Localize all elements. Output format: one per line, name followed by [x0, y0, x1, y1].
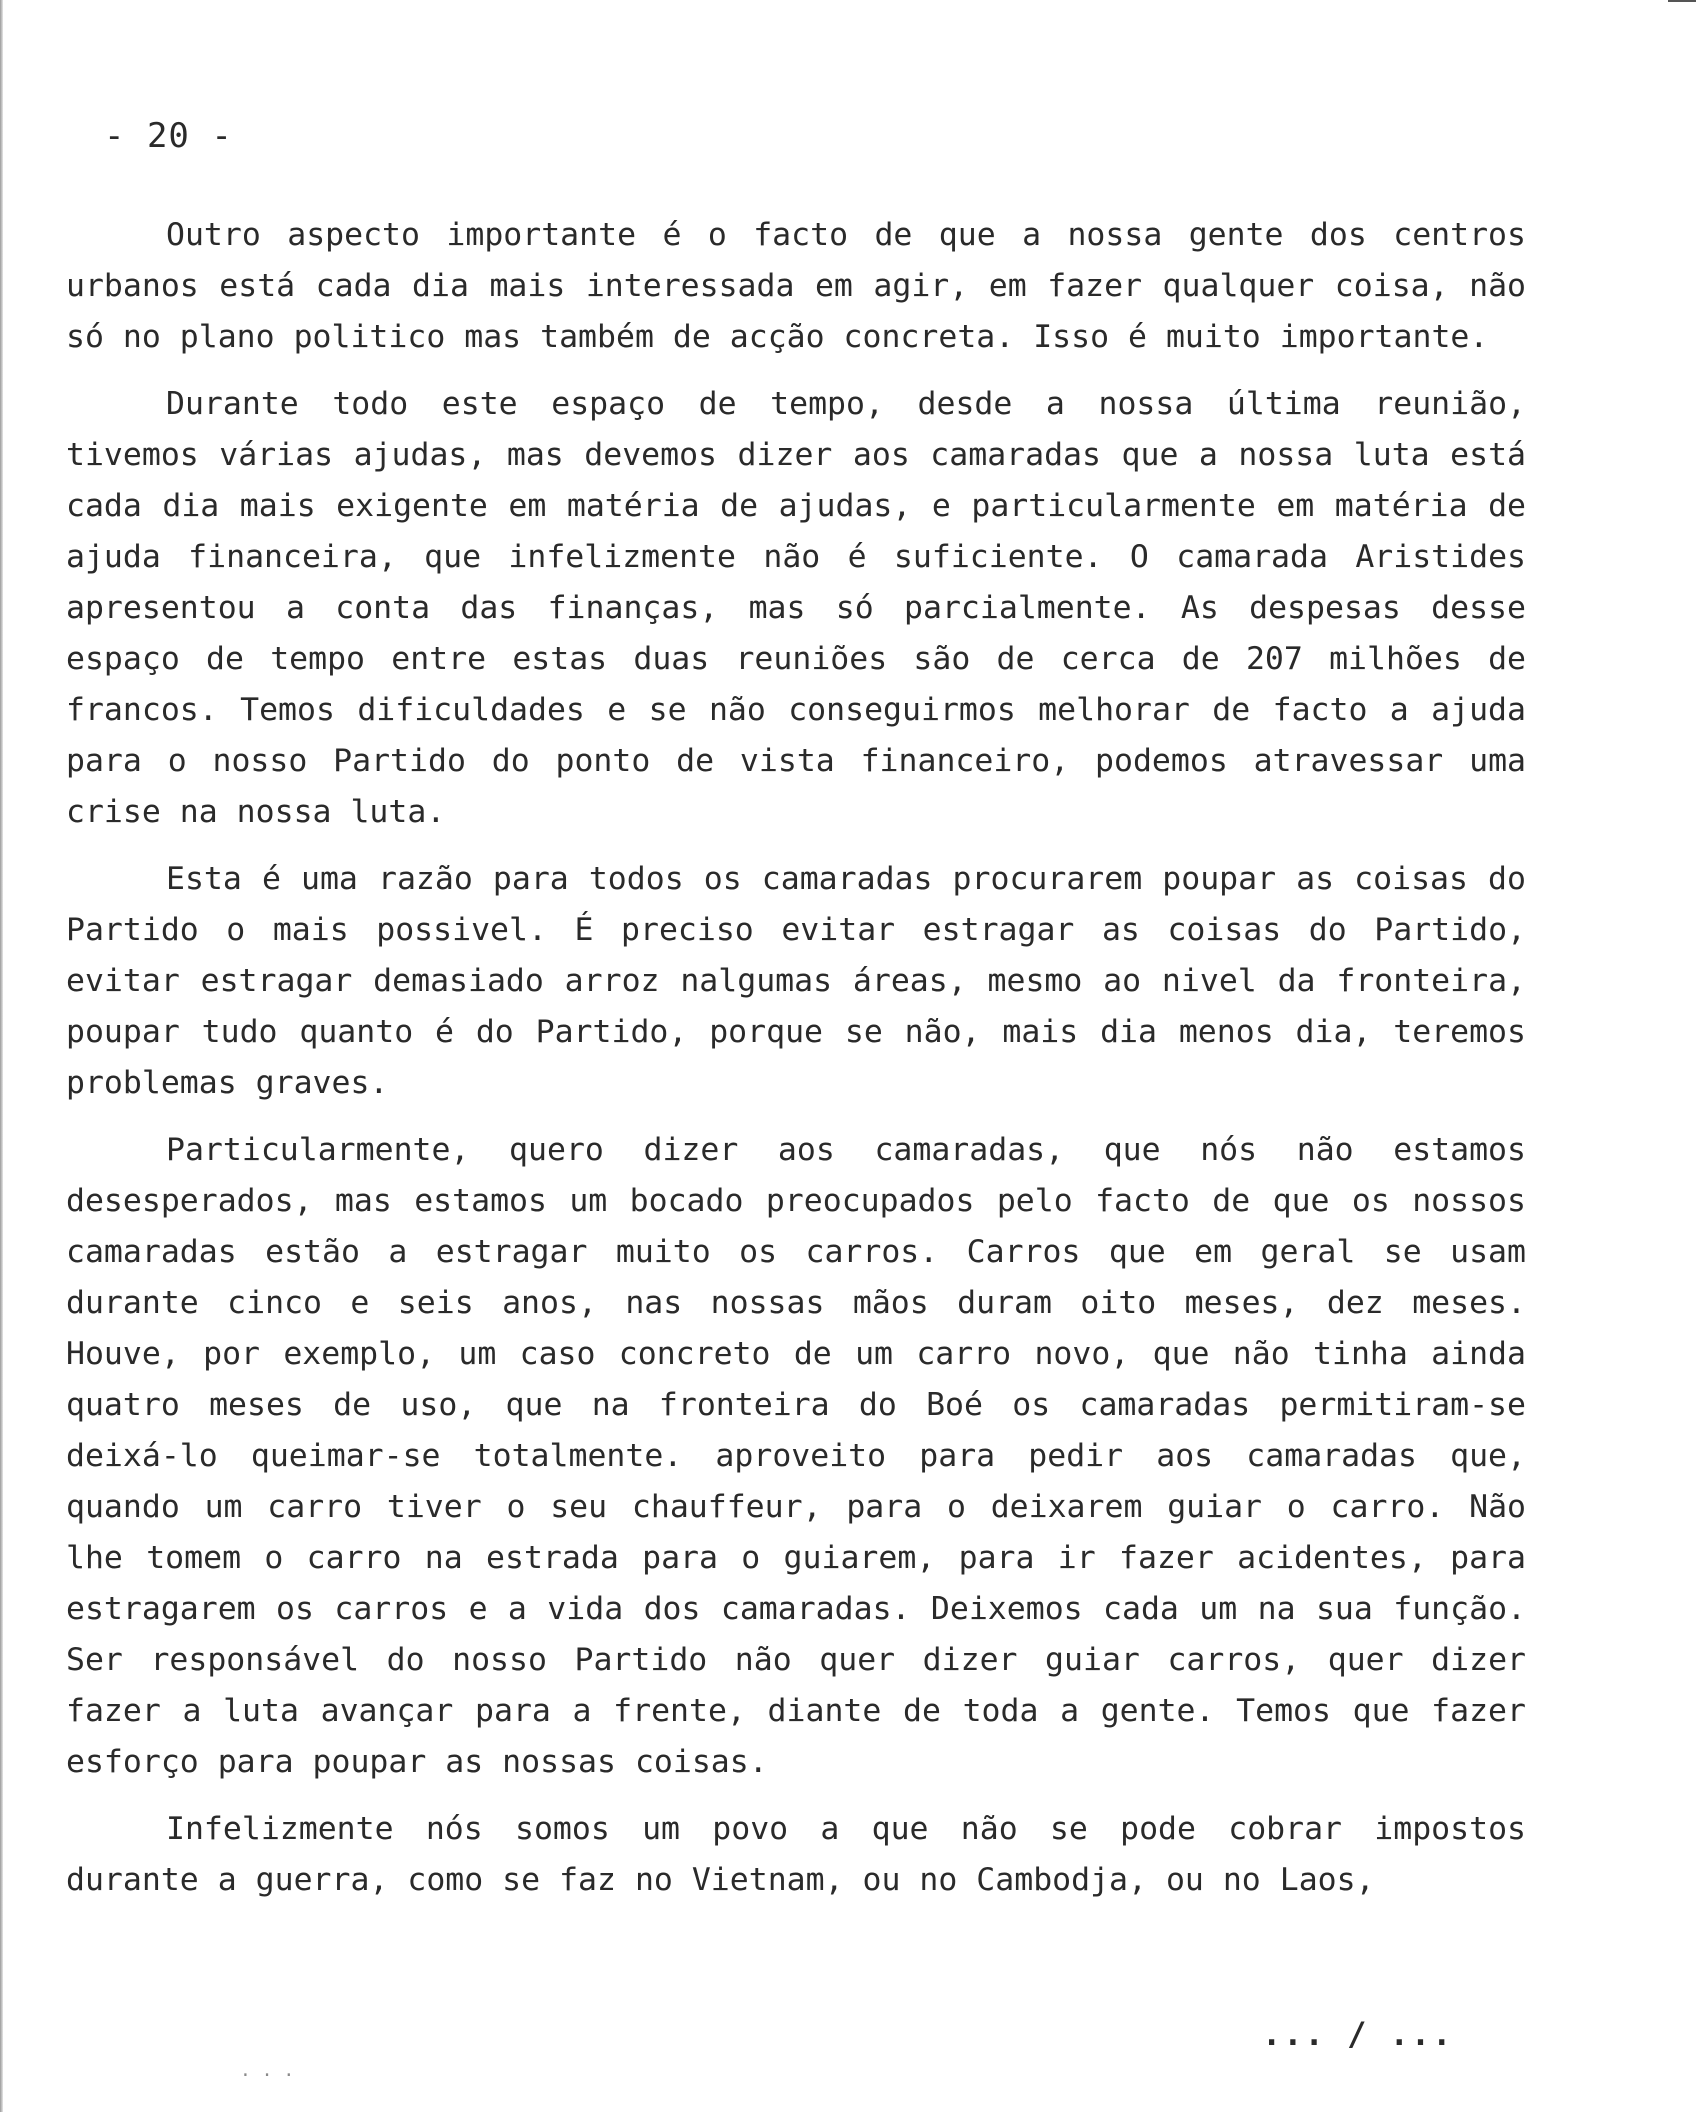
paragraph-3: Esta é uma razão para todos os camaradas procurarem poupar as coisas do Partido o mais possivel. É preciso evitar estragar as coisas do Partido, evitar estragar demasiado arroz nalgumas áreas, mesmo ao nivel da fronteira, poupar tudo quanto é do Partido, porque se não, mais dia menos dia, teremos problemas graves. [66, 861, 1526, 1101]
scan-mark [1668, 0, 1696, 2]
continuation-mark: ... / ... [1262, 2015, 1454, 2053]
paragraph-2: Durante todo este espaço de tempo, desde a nossa última reunião, tivemos várias ajudas, mas devemos dizer aos camaradas que a nossa luta está cada dia mais exigente em matéria de ajudas, e particularmente em matéria de ajuda financeira, que infelizmente não é suficiente. O camarada Aristides apresentou a conta das finanças, mas só parcialmente. As despesas desse espaço de tempo entre estas duas reuniões são de cerca de 207 milhões de francos. Temos dificuldades e se não conseguirmos melhorar de facto a ajuda para o nosso Partido do ponto de vista financeiro, podemos atravessar uma crise na nossa luta. [66, 386, 1526, 830]
footer-dots: . . . [240, 2060, 295, 2081]
paragraph-1: Outro aspecto importante é o facto de que a nossa gente dos centros urbanos está cada dia mais interessada em agir, em fazer qualquer coisa, não só no plano politico mas também de acção concreta. Isso é muito importante. [66, 217, 1526, 355]
page-edge [0, 0, 3, 2112]
page-number: - 20 - [104, 116, 233, 156]
paragraph-4: Particularmente, quero dizer aos camaradas, que nós não estamos desesperados, mas estamos um bocado preocupados pelo facto de que os nossos camaradas estão a estragar muito os carros. Carros que em geral se usam durante cinco e seis anos, nas nossas mãos duram oito meses, dez meses. Houve, por exemplo, um caso concreto de um carro novo, que não tinha ainda quatro meses de uso, que na fronteira do Boé os camaradas permitiram-se deixá-lo queimar-se totalmente. aproveito para pedir aos camaradas que, quando um carro tiver o seu chauffeur, para o deixarem guiar o carro. Não lhe tomem o carro na estrada para o guiarem, para ir fazer acidentes, para estragarem os carros e a vida dos camaradas. Deixemos cada um na sua função. Ser responsável do nosso Partido não quer dizer guiar carros, quer dizer fazer a luta avançar para a frente, diante de toda a gente. Temos que fazer esforço para poupar as nossas coisas. [66, 1132, 1526, 1780]
document-body [66, 210, 1526, 1922]
paragraph-5: Infelizmente nós somos um povo a que não se pode cobrar impostos durante a guerra, como se faz no Vietnam, ou no Cambodja, ou no Laos, [66, 1811, 1526, 1898]
